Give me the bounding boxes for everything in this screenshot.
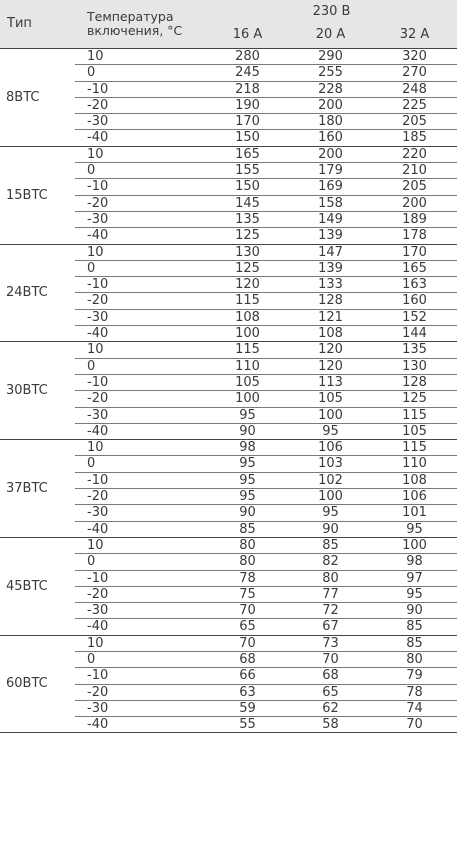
value-20a-cell: 133 [289, 277, 372, 293]
value-32a-cell: 108 [372, 472, 457, 488]
temperature-cell: -10 [75, 668, 206, 684]
value-32a-cell: 205 [372, 114, 457, 130]
value-16a-cell: 65 [206, 619, 289, 635]
temperature-cell: 10 [75, 342, 206, 358]
temperature-cell: -40 [75, 717, 206, 733]
value-32a-cell: 152 [372, 309, 457, 325]
value-32a-cell: 97 [372, 570, 457, 586]
value-20a-cell: 158 [289, 195, 372, 211]
value-32a-cell: 210 [372, 163, 457, 179]
value-16a-cell: 105 [206, 374, 289, 390]
value-16a-cell: 170 [206, 114, 289, 130]
value-16a-cell: 95 [206, 472, 289, 488]
temperature-cell: -10 [75, 374, 206, 390]
value-32a-cell: 115 [372, 440, 457, 456]
value-20a-cell: 149 [289, 211, 372, 227]
value-32a-cell: 135 [372, 342, 457, 358]
temperature-cell: -30 [75, 407, 206, 423]
temperature-cell: -20 [75, 586, 206, 602]
temperature-cell: 0 [75, 260, 206, 276]
value-32a-cell: 178 [372, 228, 457, 244]
value-16a-cell: 85 [206, 521, 289, 537]
temperature-cell: -10 [75, 179, 206, 195]
temperature-cell: -40 [75, 619, 206, 635]
value-16a-cell: 100 [206, 391, 289, 407]
temperature-cell: 10 [75, 635, 206, 651]
cable-type-cell: 8BTC [0, 49, 75, 147]
value-20a-cell: 72 [289, 603, 372, 619]
value-16a-cell: 218 [206, 81, 289, 97]
temperature-cell: -20 [75, 684, 206, 700]
value-16a-cell: 75 [206, 586, 289, 602]
temperature-cell: -30 [75, 309, 206, 325]
value-16a-cell: 55 [206, 717, 289, 733]
table-row [0, 146, 457, 162]
value-32a-cell: 95 [372, 521, 457, 537]
header-temperature: Температура включения, °С [75, 0, 206, 49]
value-16a-cell: 80 [206, 554, 289, 570]
value-20a-cell: 120 [289, 342, 372, 358]
value-16a-cell: 70 [206, 603, 289, 619]
value-32a-cell: 74 [372, 700, 457, 716]
value-32a-cell: 70 [372, 717, 457, 733]
value-20a-cell: 200 [289, 146, 372, 162]
temperature-cell: -20 [75, 195, 206, 211]
value-20a-cell: 108 [289, 326, 372, 342]
value-16a-cell: 150 [206, 130, 289, 146]
value-16a-cell: 68 [206, 651, 289, 667]
value-20a-cell: 255 [289, 65, 372, 81]
value-16a-cell: 165 [206, 146, 289, 162]
value-32a-cell: 128 [372, 374, 457, 390]
value-32a-cell: 170 [372, 244, 457, 260]
value-20a-cell: 58 [289, 717, 372, 733]
cable-type-cell: 60BTC [0, 635, 75, 733]
header-amp-20: 20 А [289, 23, 372, 49]
table-header [0, 0, 457, 49]
value-16a-cell: 245 [206, 65, 289, 81]
value-20a-cell: 100 [289, 489, 372, 505]
value-16a-cell: 80 [206, 537, 289, 553]
header-amp-16: 16 А [206, 23, 289, 49]
temperature-cell: -10 [75, 472, 206, 488]
table-row [0, 635, 457, 651]
value-16a-cell: 63 [206, 684, 289, 700]
value-16a-cell: 95 [206, 456, 289, 472]
value-32a-cell: 185 [372, 130, 457, 146]
value-16a-cell: 100 [206, 326, 289, 342]
value-32a-cell: 200 [372, 195, 457, 211]
value-16a-cell: 125 [206, 260, 289, 276]
temperature-cell: -20 [75, 391, 206, 407]
value-16a-cell: 150 [206, 179, 289, 195]
value-20a-cell: 147 [289, 244, 372, 260]
value-16a-cell: 120 [206, 277, 289, 293]
value-32a-cell: 125 [372, 391, 457, 407]
temperature-cell: 0 [75, 358, 206, 374]
value-16a-cell: 78 [206, 570, 289, 586]
value-32a-cell: 101 [372, 505, 457, 521]
temperature-cell: 10 [75, 440, 206, 456]
table-body [0, 49, 457, 733]
value-32a-cell: 205 [372, 179, 457, 195]
temperature-cell: 10 [75, 537, 206, 553]
header-type: Тип [0, 0, 75, 49]
temperature-cell: -20 [75, 97, 206, 113]
value-32a-cell: 160 [372, 293, 457, 309]
value-20a-cell: 65 [289, 684, 372, 700]
value-16a-cell: 70 [206, 635, 289, 651]
value-16a-cell: 125 [206, 228, 289, 244]
value-20a-cell: 180 [289, 114, 372, 130]
value-16a-cell: 95 [206, 489, 289, 505]
temperature-cell: -20 [75, 489, 206, 505]
value-32a-cell: 100 [372, 537, 457, 553]
value-16a-cell: 110 [206, 358, 289, 374]
value-16a-cell: 145 [206, 195, 289, 211]
temperature-cell: -10 [75, 277, 206, 293]
value-16a-cell: 66 [206, 668, 289, 684]
value-20a-cell: 139 [289, 228, 372, 244]
temperature-cell: 0 [75, 554, 206, 570]
value-16a-cell: 155 [206, 163, 289, 179]
temperature-cell: -40 [75, 228, 206, 244]
value-16a-cell: 90 [206, 505, 289, 521]
value-20a-cell: 179 [289, 163, 372, 179]
value-20a-cell: 62 [289, 700, 372, 716]
value-20a-cell: 73 [289, 635, 372, 651]
value-20a-cell: 169 [289, 179, 372, 195]
value-32a-cell: 163 [372, 277, 457, 293]
temperature-cell: 0 [75, 65, 206, 81]
value-20a-cell: 80 [289, 570, 372, 586]
cable-type-cell: 37BTC [0, 440, 75, 538]
value-16a-cell: 98 [206, 440, 289, 456]
value-32a-cell: 79 [372, 668, 457, 684]
table-row [0, 537, 457, 553]
value-32a-cell: 105 [372, 423, 457, 439]
cable-type-cell: 45BTC [0, 537, 75, 635]
value-20a-cell: 90 [289, 521, 372, 537]
value-16a-cell: 130 [206, 244, 289, 260]
temperature-cell: 10 [75, 146, 206, 162]
header-voltage: 230 В [206, 0, 457, 23]
value-32a-cell: 248 [372, 81, 457, 97]
value-16a-cell: 90 [206, 423, 289, 439]
header-amp-32: 32 А [372, 23, 457, 49]
value-16a-cell: 135 [206, 211, 289, 227]
value-32a-cell: 106 [372, 489, 457, 505]
temperature-cell: 10 [75, 244, 206, 260]
value-16a-cell: 115 [206, 342, 289, 358]
value-20a-cell: 160 [289, 130, 372, 146]
value-16a-cell: 108 [206, 309, 289, 325]
value-16a-cell: 95 [206, 407, 289, 423]
value-32a-cell: 95 [372, 586, 457, 602]
value-32a-cell: 225 [372, 97, 457, 113]
value-20a-cell: 95 [289, 505, 372, 521]
value-20a-cell: 106 [289, 440, 372, 456]
value-32a-cell: 85 [372, 635, 457, 651]
value-20a-cell: 67 [289, 619, 372, 635]
temperature-cell: -10 [75, 81, 206, 97]
value-32a-cell: 320 [372, 49, 457, 65]
temperature-cell: 10 [75, 49, 206, 65]
value-32a-cell: 115 [372, 407, 457, 423]
value-20a-cell: 105 [289, 391, 372, 407]
temperature-cell: 0 [75, 456, 206, 472]
value-20a-cell: 77 [289, 586, 372, 602]
temperature-cell: -40 [75, 423, 206, 439]
value-16a-cell: 280 [206, 49, 289, 65]
value-20a-cell: 128 [289, 293, 372, 309]
value-20a-cell: 290 [289, 49, 372, 65]
cable-type-cell: 30BTC [0, 342, 75, 440]
value-20a-cell: 102 [289, 472, 372, 488]
value-20a-cell: 200 [289, 97, 372, 113]
table-row [0, 244, 457, 260]
value-20a-cell: 113 [289, 374, 372, 390]
value-20a-cell: 82 [289, 554, 372, 570]
temperature-cell: -10 [75, 570, 206, 586]
temperature-cell: 0 [75, 651, 206, 667]
value-20a-cell: 120 [289, 358, 372, 374]
value-32a-cell: 85 [372, 619, 457, 635]
value-20a-cell: 95 [289, 423, 372, 439]
temperature-cell: 0 [75, 163, 206, 179]
value-20a-cell: 228 [289, 81, 372, 97]
value-32a-cell: 90 [372, 603, 457, 619]
table-row [0, 440, 457, 456]
temperature-cell: -20 [75, 293, 206, 309]
value-32a-cell: 189 [372, 211, 457, 227]
value-20a-cell: 103 [289, 456, 372, 472]
temperature-cell: -30 [75, 211, 206, 227]
temperature-cell: -30 [75, 700, 206, 716]
value-20a-cell: 68 [289, 668, 372, 684]
temperature-cell: -40 [75, 130, 206, 146]
value-20a-cell: 100 [289, 407, 372, 423]
table-row [0, 342, 457, 358]
value-32a-cell: 270 [372, 65, 457, 81]
value-16a-cell: 190 [206, 97, 289, 113]
temperature-cell: -30 [75, 505, 206, 521]
temperature-cell: -30 [75, 603, 206, 619]
value-20a-cell: 85 [289, 537, 372, 553]
value-32a-cell: 78 [372, 684, 457, 700]
value-20a-cell: 139 [289, 260, 372, 276]
value-32a-cell: 80 [372, 651, 457, 667]
value-16a-cell: 59 [206, 700, 289, 716]
value-20a-cell: 121 [289, 309, 372, 325]
temperature-cell: -40 [75, 521, 206, 537]
value-20a-cell: 70 [289, 651, 372, 667]
value-32a-cell: 130 [372, 358, 457, 374]
table-row [0, 49, 457, 65]
value-32a-cell: 144 [372, 326, 457, 342]
cable-type-cell: 15BTC [0, 146, 75, 244]
value-32a-cell: 220 [372, 146, 457, 162]
value-32a-cell: 110 [372, 456, 457, 472]
cable-type-cell: 24BTC [0, 244, 75, 342]
value-32a-cell: 165 [372, 260, 457, 276]
value-16a-cell: 115 [206, 293, 289, 309]
temperature-cell: -40 [75, 326, 206, 342]
value-32a-cell: 98 [372, 554, 457, 570]
temperature-cell: -30 [75, 114, 206, 130]
